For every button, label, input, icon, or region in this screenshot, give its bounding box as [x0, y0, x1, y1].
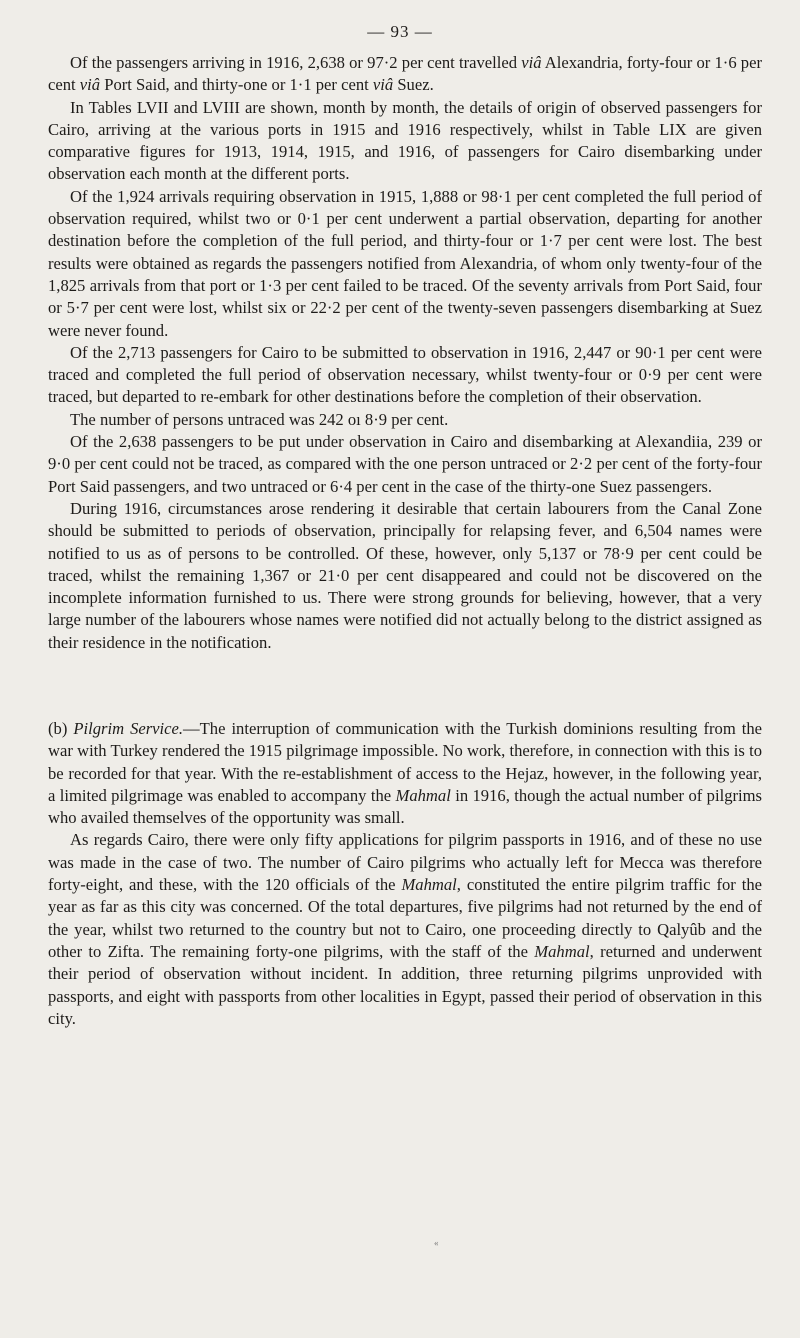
page-number: — 93 — [367, 22, 433, 41]
text-run: , constituted the entire pilgrim traffic for the year as far as this city was concerned. Of the total departures, five pilgrims had not returned by the end of the year, whilst two returned to the country but not to Cairo, one proceeding directly to Qalyûb and the other to Zifta. The remaining forty-one pilgrims, with the staff of the [48, 875, 762, 961]
text-run: Of the passengers arriving in 1916, 2,638 or 97·2 per cent travelled [70, 53, 522, 72]
text-run: , returned and underwent their period of observation without incident. In addition, three returning pilgrims unprovided with passports, and eight with passports from other localities in Egypt, passed their period of observation in this city. [48, 941, 763, 1028]
section-label: (b) [48, 719, 74, 738]
paragraph-observation-1916: Of the 2,713 passengers for Cairo to be submitted to observation in 1916, 2,447 or 90·1 per cent were traced and completed the full period of observation necessary, whilst twenty-four or 0·9 per cent were traced, but departed to re-embark for other destinations before the completion of their observation. [48, 342, 762, 407]
paragraph-alexandria: Of the 2,638 passengers to be put under observation in Cairo and disembarking at Alexandiia, 239 or 9·0 per cent could not be traced, as compared with the one person untraced or 2·2 per cent of the forty-four Port Said passengers, and two untraced or 6·4 per cent in the case of the thirty-one Suez passengers. [48, 432, 762, 496]
section-passenger-observation [48, 52, 762, 654]
stray-print-mark: « [434, 1238, 439, 1248]
paragraph-canal-zone-labourers: During 1916, circumstances arose rendering it desirable that certain labourers from the Canal Zone should be submitted to periods of observation, principally for relapsing fever, and 6,504 names were notified to us as of persons to be controlled. Of these, however, only 5,137 or 78·9 per cent could be traced, whilst the remaining 1,367 or 21·0 per cent disappeared and could not be discovered on the incomplete information furnished to us. There were strong grounds for believing, however, that a very large number of the labourers whose names were notified did not actually belong to the district assigned as their residence in the notification. [48, 498, 762, 652]
italic-mahmal: Mahmal [401, 875, 457, 895]
paragraph-arrivals-1916 [48, 52, 762, 97]
section-heading: Pilgrim Service. [73, 719, 184, 738]
italic-via: viâ [372, 75, 394, 95]
text-run: Alexandria, forty-four or 1·6 per cent [48, 53, 762, 95]
italic-mahmal: Mahmal [395, 785, 451, 805]
paragraph-pilgrim-intro [48, 718, 762, 829]
text-run: —The interruption of communication with the Turkish dominions resulting from the war with Turkey rendered the 1915 pilgrimage impossible. No work, therefore, in connection with this is to be recorded for that year. With the re-establishment of access to the Hejaz, however, in the following year, a limited pilgrimage was enabled to accompany the [48, 719, 763, 805]
italic-via: viâ [79, 75, 101, 95]
paragraph-cairo-pilgrims [48, 829, 762, 1030]
italic-mahmal: Mahmal [534, 941, 590, 961]
text-run: As regards Cairo, there were only fifty applications for pilgrim passports in 1916, and of these no use was made in the case of two. The number of Cairo pilgrims who actually left for Mecca was therefore forty-eight, and these, with the 120 officials of the [48, 830, 762, 895]
section-pilgrim-service [48, 718, 762, 1030]
paragraph-arrivals-1915: Of the 1,924 arrivals requiring observation in 1915, 1,888 or 98·1 per cent completed the full period of observation required, whilst two or 0·1 per cent underwent a partial observation, departing for another destination before the completion of the full period, and thirty-four or 1·7 per cent were lost. The best results were obtained as regards the passengers notified from Alexandria, of whom only twenty-four of the 1,825 arrivals from that port or 1·3 per cent failed to be traced. Of the seventy arrivals from Port Said, four or 5·7 per cent were lost, whilst six or 22·2 per cent of the twenty-seven passengers disembarking at Suez were never found. [48, 186, 762, 340]
italic-via: viâ [521, 53, 542, 72]
paragraph-tables: In Tables LVII and LVIII are shown, month by month, the details of origin of observed passengers for Cairo, arriving at the various ports in 1915 and 1916 respectively, whilst in Table LIX are given comparative figures for 1913, 1914, 1915, and 1916, of passengers for Cairo disembarking under observation each month at the different ports. [48, 97, 762, 184]
text-run: Suez. [393, 75, 434, 95]
text-run: in 1916, though the actual number of pilgrims who availed themselves of the opportunity was small. [48, 785, 762, 828]
paragraph-untraced: The number of persons untraced was 242 oı 8·9 per cent. [70, 409, 449, 429]
text-run: Port Said, and thirty-one or 1·1 per cent [100, 75, 373, 95]
